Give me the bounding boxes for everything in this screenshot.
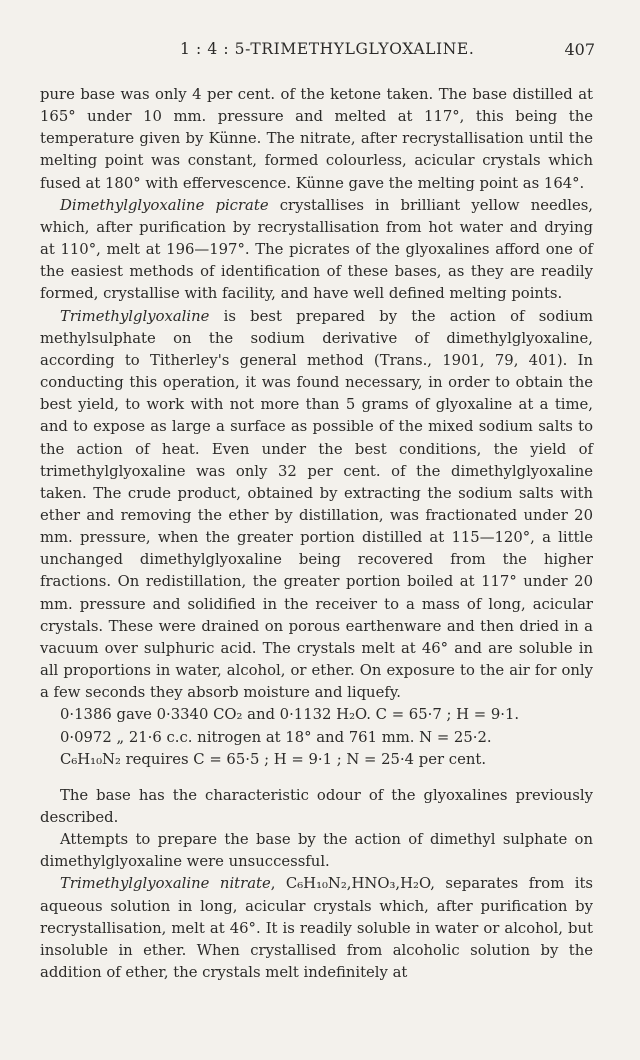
section-spacer xyxy=(40,771,593,785)
paragraph-nitrate-text: , C₆H₁₀N₂,HNO₃,H₂O, separates from its aqueous solution in long, acicular crystals which, after purification by recrystallisation, melt at 46°. It is readily soluble in water or alcohol, but insoluble in ether. When crystallised from alcoholic solution by the addition of ether, the crystals melt indefinitely at xyxy=(40,875,593,982)
analysis-line-1: 0·1386 gave 0·3340 CO₂ and 0·1132 H₂O. C = 65·7 ; H = 9·1. xyxy=(60,706,520,724)
paragraph-base-distillation: pure base was only 4 per cent. of the ketone taken. The base distilled at 165° under 10 mm. pressure and melted at 117°, this being the temperature given by Künne. The nitrate, after recrystallisation until the melting point was constant, formed colourless, acicular crystals which fused at 180° with effervescence. Künne gave the melting point as 164°. xyxy=(40,86,593,192)
analysis-line-3: C₆H₁₀N₂ requires C = 65·5 ; H = 9·1 ; N = 25·4 per cent. xyxy=(60,750,487,768)
paragraph-nitrate xyxy=(40,873,593,984)
analysis-line-2: 0·0972 „ 21·6 c.c. nitrogen at 18° and 761 mm. N = 25·2. xyxy=(60,728,492,746)
paragraph-trimethylglyoxaline-text: is best prepared by the action of sodium methylsulphate on the sodium derivative of dimethylglyoxaline, according to Titherley's general method (Trans., 1901, 79, 401). In conducting this operation, it was found necessary, in order to obtain the best yield, to work with not more than 5 grams of glyoxaline at a time, and to expose as large a surface as possible of the mixed sodium salts to the action of heat. Even under the best conditions, the yield of trimethylglyoxaline was only 32 per cent. of the dimethylglyoxaline taken. The crude product, obtained by extracting the sodium salts with ether and removing the ether by distillation, was fractionated under 20 mm. pressure, when the greater portion distilled at 115—120°, a little unchanged dimethylglyoxaline being recovered from the higher fractions. On redistillation, the greater portion boiled at 117° under 20 mm. pressure and solidified in the receiver to a mass of long, acicular crystals. These were drained on porous earthenware and then dried in a vacuum over sulphuric acid. The crystals melt at 46° and are soluble in all proportions in water, alcohol, or ether. On exposure to the air for only a few seconds they absorb moisture and liquefy. xyxy=(40,307,593,702)
paragraph-odour: The base has the characteristic odour of the glyoxalines previously described. xyxy=(40,786,593,826)
term-trimethylglyoxaline: Trimethylglyoxaline xyxy=(60,307,210,325)
page-body xyxy=(40,84,593,984)
page-header xyxy=(40,40,595,64)
term-trimethylglyoxaline-nitrate: Trimethylglyoxaline nitrate xyxy=(60,875,271,893)
paragraph-picrate xyxy=(40,195,593,306)
paragraph-picrate-text: crystallises in brilliant yellow needles, which, after purification by recrystallisation from hot water and drying at 110°, melt at 196—197°. The picrates of the glyoxalines afford one of the easiest methods of identification of these bases, as they are readily formed, crystallise with facility, and have well defined melting points. xyxy=(40,196,593,303)
page-number: 407 xyxy=(564,40,595,59)
paragraph-dimethyl-sulphate: Attempts to prepare the base by the action of dimethyl sulphate on dimethylglyoxaline were unsuccessful. xyxy=(40,831,593,871)
running-title: 1 : 4 : 5-TRIMETHYLGLYOXALINE. xyxy=(180,40,475,58)
paragraph-trimethylglyoxaline xyxy=(40,306,593,705)
term-dimethylglyoxaline-picrate: Dimethylglyoxaline picrate xyxy=(60,196,269,214)
